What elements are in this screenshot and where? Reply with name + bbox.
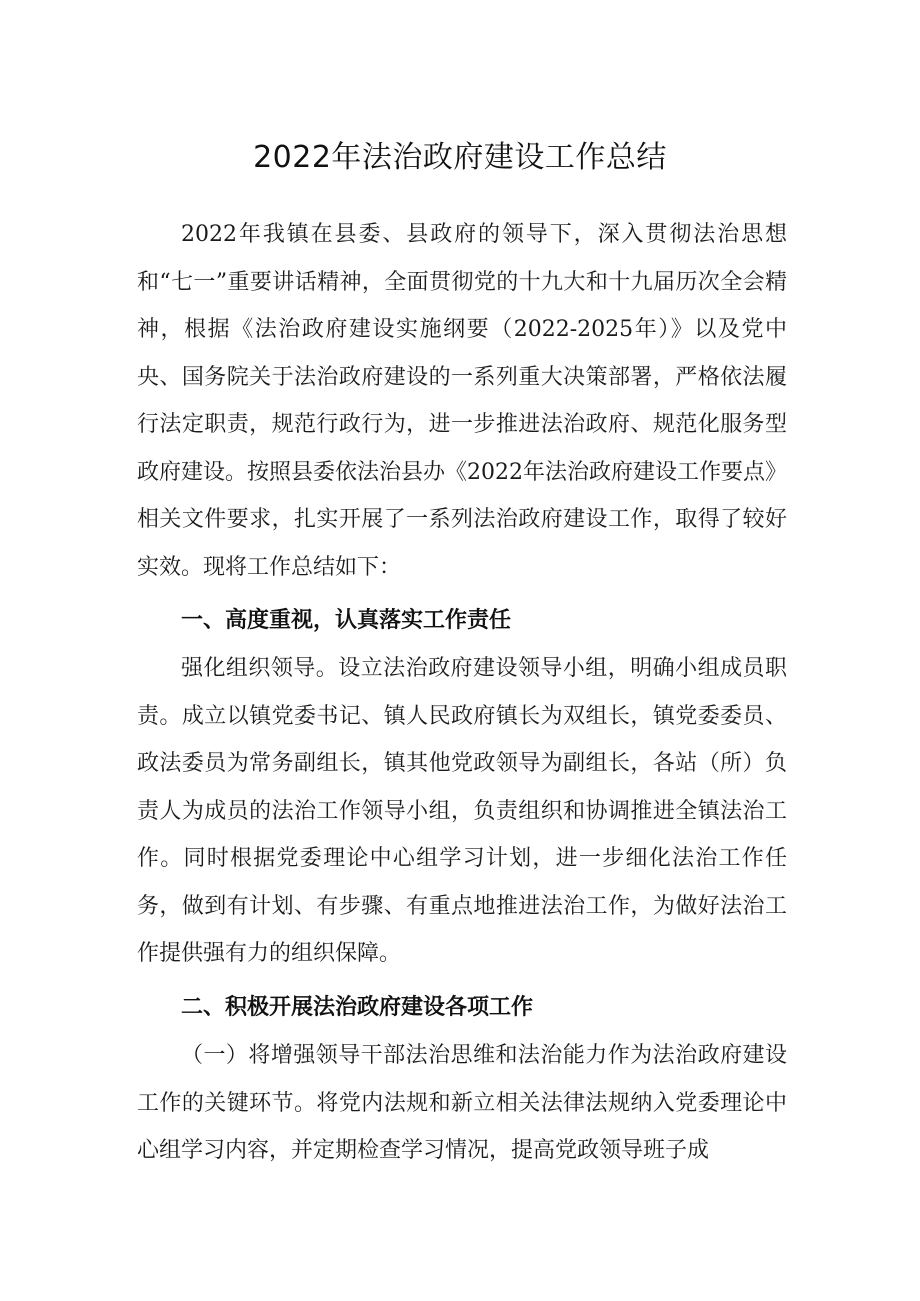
document-title: 2022年法治政府建设工作总结 [253,140,667,175]
intro-paragraph: 2022年我镇在县委、县政府的领导下，深入贯彻法治思想和“七一”重要讲话精神，全面贯彻党的十九大和十九届历次全会精神，根据《法治政府建设实施纲要（2022-2025年）》以及党中央、国务院关于法治政府建设的一系列重大决策部署，严格依法履行法定职责，规范行政行为，进一步推进法治政府、规范化服务型政府建设。按照县委依法治县办《2022年法治政府建设工作要点》相关文件要求，扎实开展了一系列法治政府建设工作，取得了较好实效。现将工作总结如下： [137,222,787,580]
section-1-heading: 一、高度重视，认真落实工作责任 [181,608,512,633]
section-2-paragraph: （一）将增强领导干部法治思维和法治能力作为法治政府建设工作的关键环节。将党内法规和新立相关法律法规纳入党委理论中心组学习内容，并定期检查学习情况，提高党政领导班子成 [137,1043,787,1163]
section-1-paragraph: 强化组织领导。设立法治政府建设领导小组，明确小组成员职责。成立以镇党委书记、镇人民政府镇长为双组长，镇党委委员、政法委员为常务副组长，镇其他党政领导为副组长，各站（所）负责人为成员的法治工作领导小组，负责组织和协调推进全镇法治工作。同时根据党委理论中心组学习计划，进一步细化法治工作任务，做到有计划、有步骤、有重点地推进法治工作，为做好法治工作提供强有力的组织保障。 [137,656,787,966]
section-2-heading: 二、积极开展法治政府建设各项工作 [181,995,534,1020]
